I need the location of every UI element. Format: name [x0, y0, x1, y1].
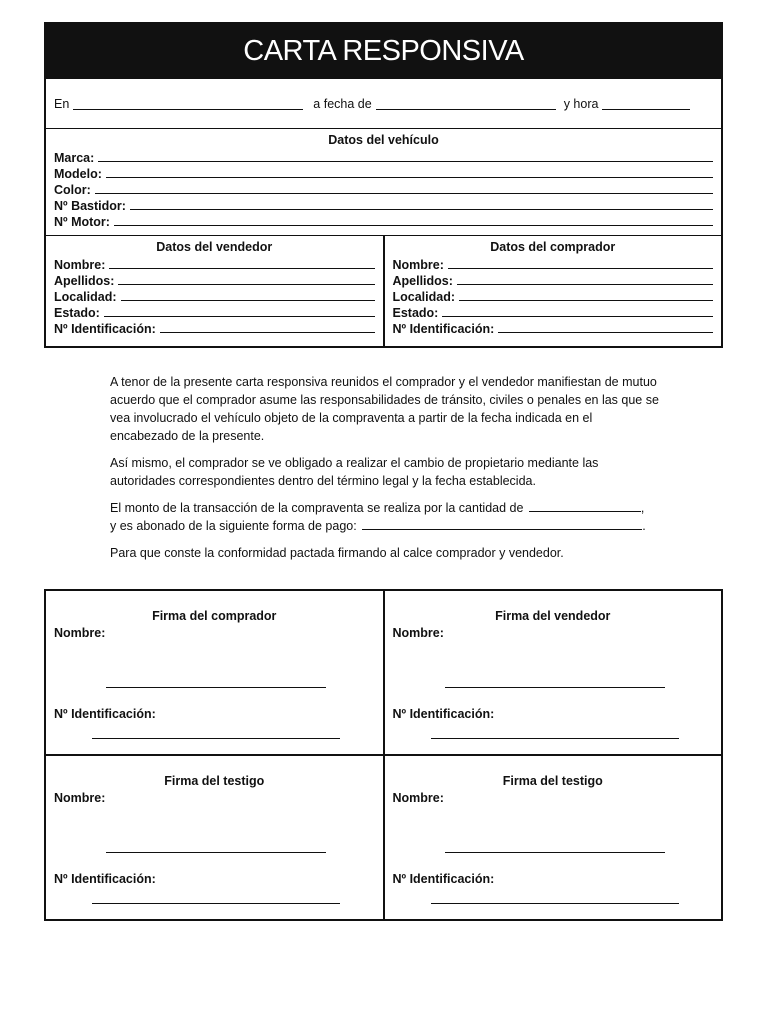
buyer-field-locality[interactable]: Localidad:: [393, 288, 714, 304]
buyer-signature-name-label: Nombre:: [54, 626, 106, 640]
seller-signature-cell[interactable]: [383, 591, 722, 754]
date-label: a fecha de: [313, 96, 372, 111]
seller-field-surname[interactable]: Apellidos:: [54, 272, 375, 288]
witness-2-signature-cell[interactable]: [383, 756, 722, 919]
buyer-signature-id-label: Nº Identificación:: [54, 707, 156, 721]
buyer-field-name[interactable]: Nombre:: [393, 256, 714, 272]
place-date-line: [46, 78, 721, 129]
seller-signature-id-label: Nº Identificación:: [392, 707, 495, 721]
document-title: CARTA RESPONSIVA: [46, 24, 721, 78]
agreement-paragraph: A tenor de la presente carta responsiva reunidos el comprador y el vendedor manifiestan de mutuo acuerdo que el comprador asume las responsabilidades de tránsito, civiles o penales en las que se vea involucrado el vehículo objeto de la compraventa a partir de la fecha indicada en el encabezado de la presente.: [110, 375, 659, 443]
witness-2-signature-title: Firma del testigo: [502, 774, 603, 788]
vehicle-field-color[interactable]: Color:: [54, 181, 713, 197]
buyer-signature-cell[interactable]: [46, 591, 383, 754]
vehicle-field-model[interactable]: Modelo:: [54, 165, 713, 181]
witness-1-name-label: Nombre:: [54, 791, 106, 805]
seller-field-state[interactable]: Estado:: [54, 304, 375, 320]
closing-paragraph: Para que conste la conformidad pactada firmando al calce comprador y vendedor.: [110, 546, 564, 560]
buyer-field-surname[interactable]: Apellidos:: [393, 272, 714, 288]
date-blank[interactable]: [376, 97, 556, 110]
payment-method-blank[interactable]: [362, 517, 642, 530]
vehicle-field-brand[interactable]: Marca:: [54, 149, 713, 165]
buyer-data-column: [383, 236, 722, 348]
witness-2-signature-line[interactable]: [445, 852, 665, 853]
witness-1-id-line[interactable]: [92, 903, 340, 904]
signature-row: [46, 591, 721, 754]
buyer-id-line[interactable]: [92, 738, 340, 739]
place-blank[interactable]: [73, 97, 303, 110]
seller-signature-line[interactable]: [445, 687, 665, 688]
seller-field-locality[interactable]: Localidad:: [54, 288, 375, 304]
vehicle-section-title: Datos del vehículo: [328, 133, 439, 147]
buyer-section-title: Datos del comprador: [490, 240, 616, 254]
seller-field-id[interactable]: Nº Identificación:: [54, 320, 375, 336]
witness-signature-row: [46, 754, 721, 919]
time-label: y hora: [563, 96, 599, 111]
vehicle-field-engine[interactable]: Nº Motor:: [54, 213, 713, 229]
seller-id-line[interactable]: [431, 738, 679, 739]
agreement-text: [110, 373, 660, 571]
seller-signature-name-label: Nombre:: [392, 626, 444, 640]
time-blank[interactable]: [602, 97, 690, 110]
witness-1-id-label: Nº Identificación:: [54, 872, 156, 886]
witness-2-id-line[interactable]: [431, 903, 679, 904]
buyer-signature-line[interactable]: [106, 687, 326, 688]
signatures-section: [44, 589, 723, 921]
buyer-field-state[interactable]: Estado:: [393, 304, 714, 320]
vehicle-data-section: [46, 129, 721, 236]
witness-2-id-label: Nº Identificación:: [392, 872, 495, 886]
witness-1-signature-cell[interactable]: [46, 756, 383, 919]
seller-section-title: Datos del vendedor: [156, 240, 273, 254]
seller-field-name[interactable]: Nombre:: [54, 256, 375, 272]
amount-paragraph: El monto de la transacción de la compraventa se realiza por la cantidad de , y es abonado de la siguiente forma de pago: .: [110, 501, 646, 533]
seller-signature-title: Firma del vendedor: [495, 609, 611, 623]
place-label: En: [54, 96, 70, 111]
seller-data-column: [46, 236, 383, 348]
witness-1-signature-title: Firma del testigo: [164, 774, 265, 788]
obligation-paragraph: Así mismo, el comprador se ve obligado a realizar el cambio de propietario mediante las autoridades correspondientes dentro del término legal y la fecha establecida.: [110, 456, 599, 488]
header-section: [44, 22, 723, 348]
vehicle-field-chassis[interactable]: Nº Bastidor:: [54, 197, 713, 213]
witness-1-signature-line[interactable]: [106, 852, 326, 853]
parties-section: [46, 236, 721, 348]
buyer-field-id[interactable]: Nº Identificación:: [393, 320, 714, 336]
amount-blank[interactable]: [529, 499, 641, 512]
witness-2-name-label: Nombre:: [392, 791, 444, 805]
buyer-signature-title: Firma del comprador: [152, 609, 277, 623]
